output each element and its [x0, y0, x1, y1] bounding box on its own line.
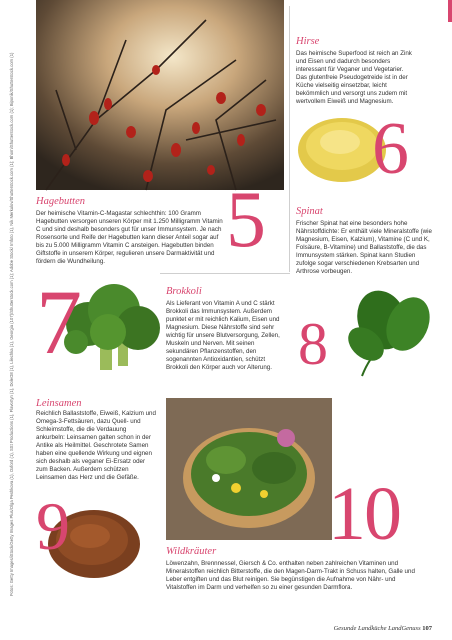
edge-marker — [448, 0, 452, 22]
footer-brand: LandGenuss — [388, 625, 421, 632]
page-footer — [334, 625, 432, 632]
section-text-spinat: Frischer Spinat hat eine besonders hohe Nährstoffdichte: Er enthält viele Mineralstoffe (wie Magnesium, Eisen, Kalzium), Vitamine (C und K, Folsäure, B-Vitamine) und Ballaststoffe, die das Immunsystem stärken. Spinat kann Studien zufolge sogar verschiedenen Krebsarten und Arthrose vorbeugen. — [296, 220, 432, 275]
section-title-brokkoli: Brokkoli — [166, 286, 202, 297]
section-title-spinat: Spinat — [296, 206, 323, 217]
divider-vertical — [289, 6, 290, 272]
number-9: 9 — [36, 488, 68, 564]
spinach-photo — [342, 290, 438, 380]
photo-credits: Fotos: Getty Images/iStock/Getty Images Plus/Olga Peshkova (1), Oxford (1), SSt Productions (1), Flavortyn (1), DoleO8 (1), Lilechka (1), Georgia (107)/Shutterstock.com (1); Adobe Stock/ Imfoto (1), Nik Merkulov/Shutterstock.com (1); Bhorn/Shutterstock.com (1); Biponik/Shutterstock.com (1) — [9, 52, 14, 596]
wild-herbs-photo — [166, 398, 332, 540]
divider-horizontal — [160, 273, 290, 274]
section-title-wildkraeuter: Wildkräuter — [166, 546, 217, 557]
section-text-wildkraeuter: Löwenzahn, Brennnessel, Giersch & Co. enthalten neben zahlreichen Vitaminen und Mineralstoffen reichlich Bitterstoffe, die den Magen-Darm-Trakt in Schuss halten, Galle und Leber entgiften und das Blut reinigen. Sie begünstigen die Aufnahme von Nähr- und Vitalstoffen im Darm und verhelfen so zu einer gesunden Darmflora. — [166, 560, 415, 591]
number-5: 5 — [226, 176, 264, 264]
section-title-hirse: Hirse — [296, 36, 320, 47]
section-title-leinsamen: Leinsamen — [36, 398, 82, 409]
rosehip-photo — [36, 0, 284, 190]
section-text-hagebutten: Der heimische Vitamin-C-Magastar schlechthin: 100 Gramm Hagebutten versorgen unseren Körper mit 1.250 Milligramm Vitamin C und sind deshalb besonders gut für unser Immunsystem. Je nach Rosensorte und Reife der Hagebutten kann dieser Anteil sogar auf bis zu 5.000 Milligramm Vitamin C ansteigen. Hagebutten binden Giftstoffe in unserem Körper, regulieren unsere Darmaktivität und fördern die Wundheilung. — [36, 210, 223, 265]
section-title-hagebutten: Hagebutten — [36, 196, 85, 207]
number-6: 6 — [372, 108, 407, 190]
footer-magazine: Gesunde Landküche — [333, 625, 387, 632]
section-text-hirse: Das heimische Superfood ist reich an Zink und Eisen und dadurch besonders interessant für Veganer und Vegetarier. Das glutenfreie Pseudogetreide ist in der Küche vielseitig einsetzbar, leicht bekömmlich und versorgt uns zudem mit wertvollem Eiweiß und Magnesium. — [296, 50, 412, 105]
number-7: 7 — [36, 271, 80, 373]
page-number: 107 — [422, 625, 432, 632]
section-text-leinsamen: Reichlich Ballaststoffe, Eiweiß, Kalzium und Omega-3-Fettsäuren, dazu Quell- und Schleimstoffe, die die Verdauung ankurbeln: Leinsamen galten schon in der Antike als Heilmittel. Geschrotete Samen haben eine quellende Wirkung und eignen sich deshalb als veganer Ei-Ersatz oder zum Backen. Außerdem schützen Leinsamen das Herz und die Gefäße. — [36, 410, 156, 481]
number-10: 10 — [328, 472, 400, 556]
number-8: 8 — [298, 311, 326, 377]
section-text-brokkoli: Als Lieferant von Vitamin A und C stärkt Brokkoli das Immunsystem. Außerdem punktet er mit reichlich Kalium, Eisen und Magnesium. Diese Nährstoffe sind sehr wichtig für unsere Blutversorgung, Zellen, Muskeln und Nerven. Mit seinen sekundären Pflanzenstoffen, den sogenannten Antioxidantien, schützt Brokkoli den Körper auch vor Alterung. — [166, 300, 280, 371]
